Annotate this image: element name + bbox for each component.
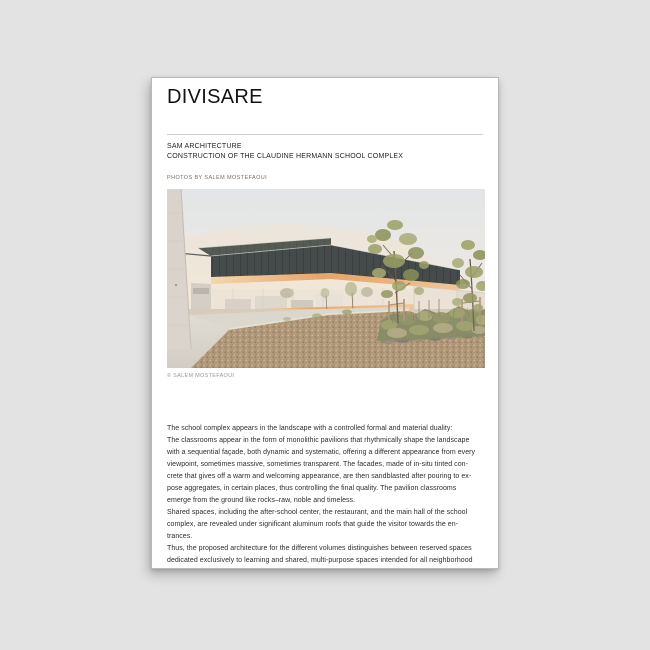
body-line: trances. <box>167 533 193 540</box>
article-card[interactable] <box>151 77 499 569</box>
masthead-logo: DIVISARE <box>167 86 263 108</box>
body-line: viewpoint, sometimes massive, sometimes transparent. The facades, made of in-situ tinted con- <box>167 461 468 468</box>
building-photo-illustration <box>167 189 485 368</box>
body-line: with a sequential façade, both dynamic and systematic, offering a different appearance from every <box>167 449 476 456</box>
masthead-divider <box>167 134 483 135</box>
article-title: CONSTRUCTION OF THE CLAUDINE HERMANN SCHOOL COMPLEX <box>167 152 404 160</box>
article-photo <box>167 189 485 368</box>
body-line: emerge from the ground like rocks–raw, noble and timeless. <box>167 497 356 504</box>
body-line: complex, are revealed under significant aluminum roofs that guide the visitor towards the en- <box>167 521 459 528</box>
body-line: The classrooms appear in the form of monolithic pavilions that rhythmically shape the landscape <box>167 437 470 444</box>
article-header <box>167 142 483 161</box>
body-line: The school complex appears in the landscape with a controlled formal and material duality: <box>167 425 453 432</box>
photo-caption: © SALEM MOSTEFAOUI <box>167 373 235 379</box>
body-line: Shared spaces, including the after-school center, the restaurant, and the main hall of the school <box>167 509 468 516</box>
photo-credit: PHOTOS BY SALEM MOSTEFAOUI <box>167 175 268 181</box>
studio-name: SAM ARCHITECTURE <box>167 143 242 150</box>
body-line: Thus, the proposed architecture for the different volumes distinguishes between reserved spaces <box>167 545 472 552</box>
body-line: crete that gives off a warm and welcoming appearance, are then sandblasted after pouring to ex- <box>167 473 472 480</box>
body-line: dedicated exclusively to learning and shared, multi-purpose spaces intended for all neighborhood <box>167 557 473 564</box>
body-line: pose aggregates, in certain places, thus controlling the final quality. The pavilion classrooms <box>167 485 457 492</box>
article-body <box>167 423 485 567</box>
